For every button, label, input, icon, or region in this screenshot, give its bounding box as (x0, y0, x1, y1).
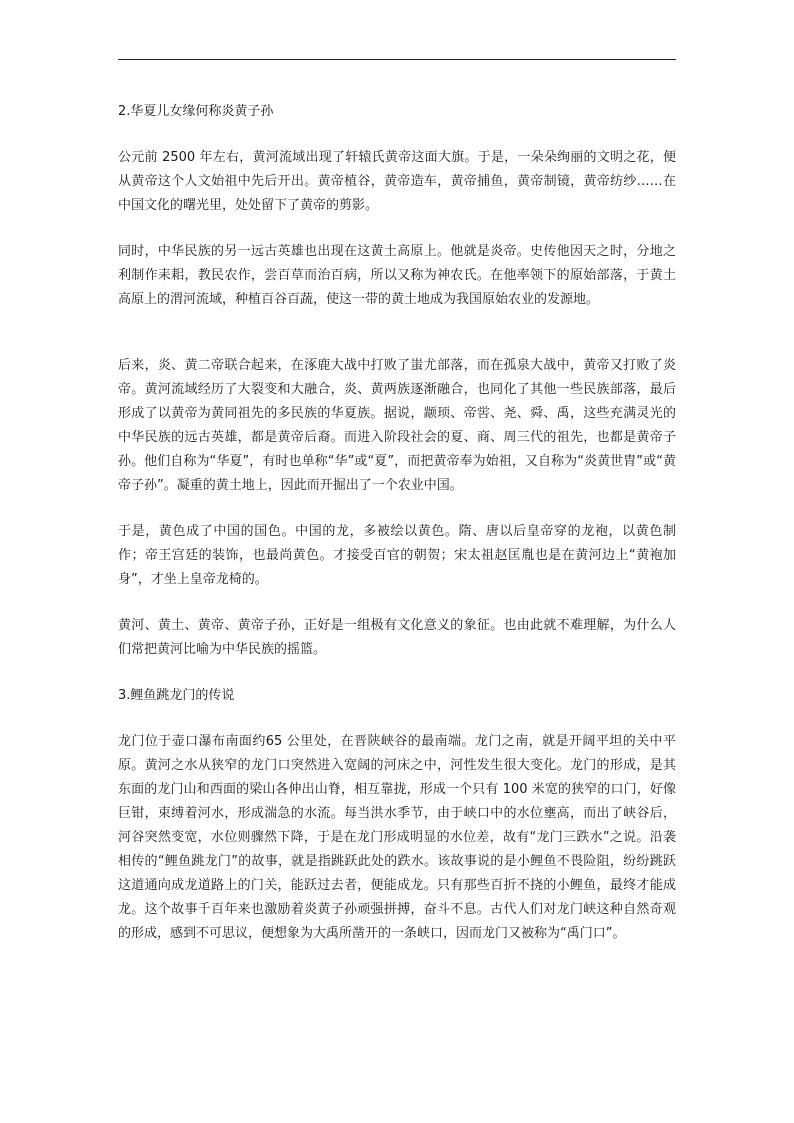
section-heading: 3.鲤鱼跳龙门的传说 (118, 688, 235, 703)
document-body (118, 100, 676, 946)
paragraph: 于是，黄色成了中国的国色。中国的龙，多被绘以黄色。隋、唐以后皇帝穿的龙袍，以黄色制作；帝王宫廷的装饰，也最尚黄色。才接受百官的朝贺；宋太祖赵匡胤也是在黄河边上“黄袍加身”，才坐上皇帝龙椅的。 (118, 524, 676, 587)
paragraph: 黄河、黄土、黄帝、黄帝子孙，正好是一组极有文化意义的象征。也由此就不难理解，为什么人们常把黄河比喻为中华民族的摇篮。 (118, 618, 676, 657)
paragraph: 同时，中华民族的另一远古英雄也出现在这黄土高原上。他就是炎帝。史传他因天之时，分地之利制作耒耜，教民农作，尝百草而治百病，所以又称为神农氏。在他率领下的原始部落，于黄土高原上的渭河流域，种植百谷百蔬，使这一带的黄土地成为我国原始农业的发源地。 (118, 244, 676, 307)
header-rule (118, 59, 676, 60)
paragraph: 公元前 2500 年左右，黄河流域出现了轩辕氏黄帝这面大旗。于是，一朵朵绚丽的文明之花，便从黄帝这个人文始祖中先后开出。黄帝植谷，黄帝造车，黄帝捕鱼，黄帝制镜，黄帝纺纱……在中国文化的曙光里，处处留下了黄帝的剪影。 (118, 150, 676, 213)
paragraph: 龙门位于壶口瀑布南面约65 公里处，在晋陕峡谷的最南端。龙门之南，就是开阔平坦的关中平原。黄河之水从狭窄的龙门口突然进入宽阔的河床之中，河性发生很大变化。龙门的形成，是其东面的龙门山和西面的梁山各伸出山脊，相互靠拢，形成一个只有 100 米宽的狭窄的口门，好像巨钳，束缚着河水，形成湍急的水流。每当洪水季节，由于峡口中的水位壅高，而出了峡谷后，河谷突然变宽，水位则骤然下降，于是在龙门形成明显的水位差，故有“龙门三跌水”之说。沿袭相传的“鲤鱼跳龙门”的故事，就是指跳跃此处的跌水。该故事说的是小鲤鱼不畏险阻，纷纷跳跃这道通向成龙道路上的门关，能跃过去者，便能成龙。只有那些百折不挠的小鲤鱼，最终才能成龙。这个故事千百年来也激励着炎黄子孙顽强拼搏，奋斗不息。古代人们对龙门峡这种自然奇观的形成，感到不可思议，便想象为大禹所凿开的一条峡口，因而龙门又被称为“禹门口”。 (118, 734, 676, 941)
paragraph: 后来，炎、黄二帝联合起来，在涿鹿大战中打败了蚩尤部落，而在孤泉大战中，黄帝又打败了炎帝。黄河流域经历了大裂变和大融合，炎、黄两族逐渐融合，也同化了其他一些民族部落，最后形成了以黄帝为黄同祖先的多民族的华夏族。据说，颛顼、帝喾、尧、舜、禹，这些充满灵光的中华民族的远古英雄，都是黄帝后裔。而进入阶段社会的夏、商、周三代的祖先，也都是黄帝子孙。他们自称为“华夏”，有时也单称“华”或“夏”，而把黄帝奉为始祖，又自称为“炎黄世胄”或“黄帝子孙”。凝重的黄土地上，因此而开掘出了一个农业中国。 (118, 358, 676, 493)
section-heading: 2.华夏儿女缘何称炎黄子孙 (118, 104, 274, 119)
